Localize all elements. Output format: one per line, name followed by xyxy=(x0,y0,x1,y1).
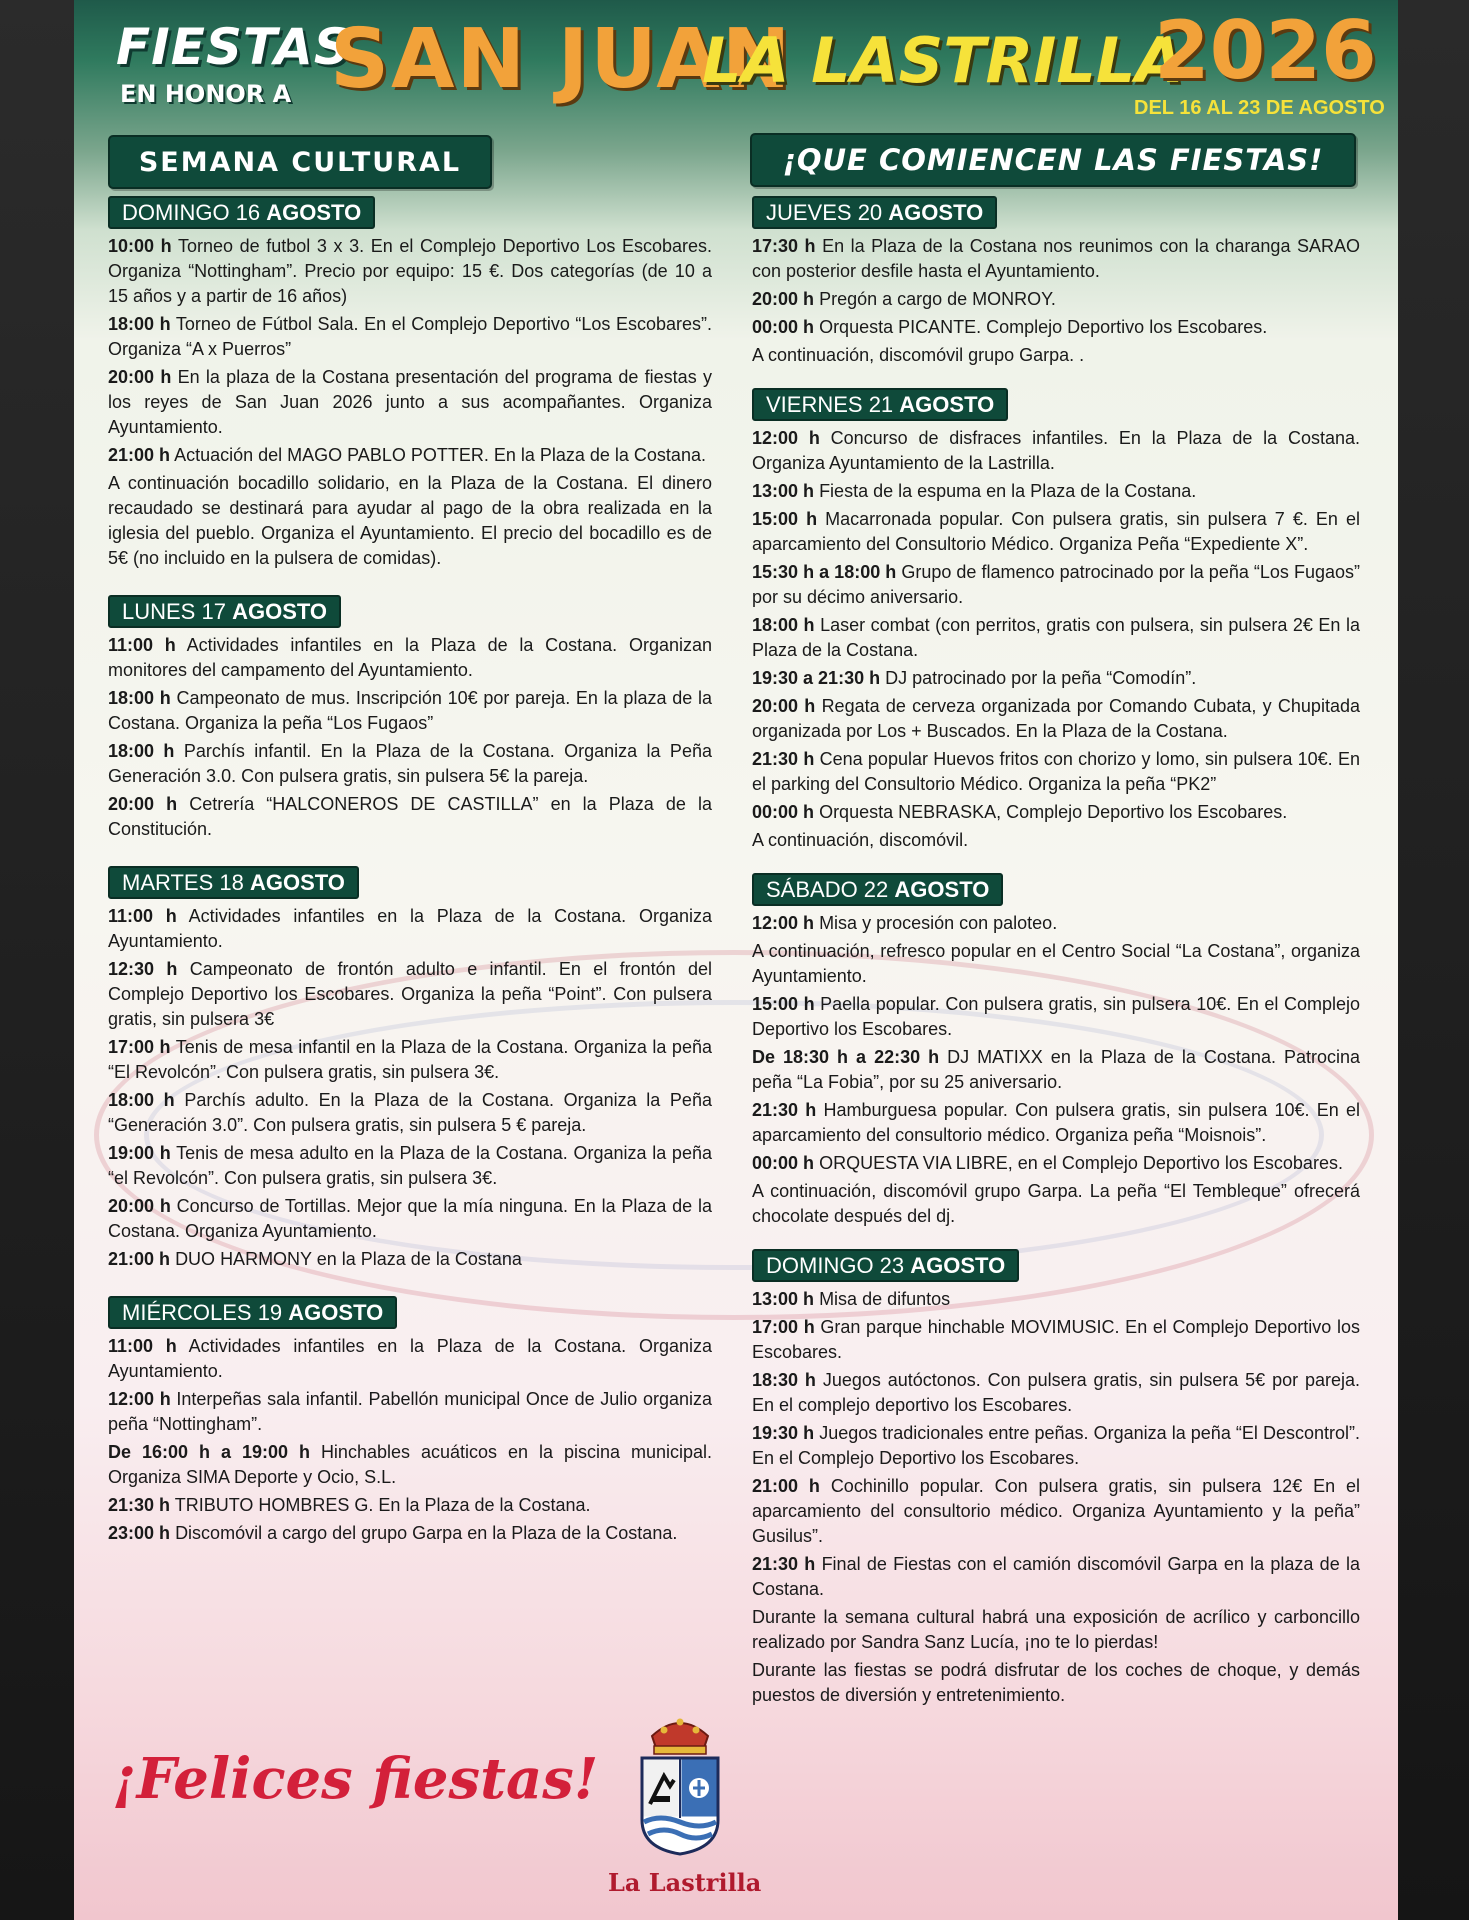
event-time: 17:30 h xyxy=(752,236,816,256)
event-item xyxy=(752,1151,1360,1176)
event-list xyxy=(752,911,1360,1229)
event-time: 21:30 h xyxy=(752,1100,817,1120)
event-text: DUO HARMONY en la Plaza de la Costana xyxy=(175,1249,522,1269)
day-month: AGOSTO xyxy=(910,1253,1006,1278)
day-section xyxy=(108,196,712,571)
event-list xyxy=(752,234,1360,368)
day-month: AGOSTO xyxy=(249,870,345,895)
event-item xyxy=(108,1194,712,1244)
event-text: Torneo de Fútbol Sala. En el Complejo Deportivo “Los Escobares”. Organiza “A x Puerros” xyxy=(108,314,712,359)
event-item xyxy=(108,1088,712,1138)
right-background-strip xyxy=(1398,0,1469,1920)
event-text: Hinchables acuáticos en la piscina municipal. Organiza SIMA Deporte y Ocio, S.L. xyxy=(108,1442,712,1487)
title-san-juan: SAN JUAN xyxy=(330,12,793,107)
day-month: AGOSTO xyxy=(899,392,995,417)
event-item xyxy=(752,1474,1360,1549)
event-time: 19:30 h xyxy=(752,1423,815,1443)
event-item xyxy=(108,1440,712,1490)
event-text: Gran parque hinchable MOVIMUSIC. En el Complejo Deportivo los Escobares. xyxy=(752,1317,1360,1362)
event-item xyxy=(752,1045,1360,1095)
event-text: Actividades infantiles en la Plaza de la Costana. Organiza Ayuntamiento. xyxy=(108,1336,712,1381)
event-item xyxy=(752,694,1360,744)
event-time: 20:00 h xyxy=(752,289,815,309)
event-text: Tenis de mesa adulto en la Plaza de la Costana. Organiza la peña “el Revolcón”. Con pulsera gratis, sin pulsera 3€. xyxy=(108,1143,712,1188)
day-name: DOMINGO 16 xyxy=(122,200,261,225)
event-text: Parchís adulto. En la Plaza de la Costana. Organiza la Peña “Generación 3.0”. Con pulsera gratis, sin pulsera 5 € pareja. xyxy=(108,1090,712,1135)
day-section xyxy=(752,388,1360,853)
event-text: Misa y procesión con paloteo. xyxy=(819,913,1058,933)
day-name: LUNES 17 xyxy=(122,599,226,624)
event-time: 18:30 h xyxy=(752,1370,816,1390)
event-time: 18:00 h xyxy=(108,688,171,708)
event-item xyxy=(752,1179,1360,1229)
event-time: 12:00 h xyxy=(752,428,820,448)
event-time: 11:00 h xyxy=(108,906,177,926)
day-label xyxy=(752,196,997,229)
event-list xyxy=(108,234,712,571)
day-label xyxy=(752,1249,1019,1282)
event-time: 11:00 h xyxy=(108,635,176,655)
event-list xyxy=(108,633,712,842)
event-item xyxy=(752,343,1360,368)
event-time: 00:00 h xyxy=(752,1153,815,1173)
event-list xyxy=(108,904,712,1272)
event-list xyxy=(752,426,1360,853)
day-section xyxy=(108,595,712,842)
day-name: SÁBADO 22 xyxy=(766,877,889,902)
event-text: Torneo de futbol 3 x 3. En el Complejo Deportivo Los Escobares. Organiza “Nottingham”. Precio por equipo: 15 €. Dos categorías (de 10 a 15 años y a partir de 16 años) xyxy=(108,236,712,306)
day-month: AGOSTO xyxy=(266,200,362,225)
banner-que-comiencen: ¡QUE COMIENCEN LAS FIESTAS! xyxy=(750,133,1356,187)
event-item xyxy=(108,957,712,1032)
event-time: 20:00 h xyxy=(108,1196,171,1216)
event-time: 21:00 h xyxy=(108,1249,171,1269)
event-item xyxy=(752,234,1360,284)
event-time: 12:00 h xyxy=(108,1389,171,1409)
event-text: A continuación, discomóvil grupo Garpa. . xyxy=(752,345,1085,365)
event-item xyxy=(752,426,1360,476)
day-label xyxy=(752,873,1003,906)
event-item xyxy=(752,666,1360,691)
event-time: 20:00 h xyxy=(108,794,178,814)
poster xyxy=(74,0,1398,1920)
event-text: Cetrería “HALCONEROS DE CASTILLA” en la Plaza de la Constitución. xyxy=(108,794,712,839)
event-text: DJ patrocinado por la peña “Comodín”. xyxy=(885,668,1197,688)
event-item xyxy=(752,939,1360,989)
event-item xyxy=(108,1521,712,1546)
coat-of-arms-icon xyxy=(630,1708,730,1858)
day-name: JUEVES 20 xyxy=(766,200,883,225)
right-column xyxy=(752,196,1360,1711)
event-time: De 18:30 h a 22:30 h xyxy=(752,1047,940,1067)
day-month: AGOSTO xyxy=(888,200,984,225)
event-text: Discomóvil a cargo del grupo Garpa en la Plaza de la Costana. xyxy=(175,1523,678,1543)
day-label xyxy=(108,595,341,628)
event-time: 20:00 h xyxy=(752,696,816,716)
event-item xyxy=(108,1334,712,1384)
event-item xyxy=(752,1315,1360,1365)
date-range: DEL 16 AL 23 DE AGOSTO xyxy=(1134,97,1385,119)
event-item xyxy=(108,792,712,842)
day-name: VIERNES 21 xyxy=(766,392,894,417)
event-item xyxy=(752,1368,1360,1418)
event-text: Cena popular Huevos fritos con chorizo y lomo, sin pulsera 10€. En el parking del Consultorio Médico. Organiza la peña “PK2” xyxy=(752,749,1360,794)
event-text: Concurso de Tortillas. Mejor que la mía ninguna. En la Plaza de la Costana. Organiza Ayuntamiento. xyxy=(108,1196,712,1241)
event-item xyxy=(108,739,712,789)
event-text: Concurso de disfraces infantiles. En la Plaza de la Costana. Organiza Ayuntamiento de la Lastrilla. xyxy=(752,428,1360,473)
event-text: Final de Fiestas con el camión discomóvil Garpa en la plaza de la Costana. xyxy=(752,1554,1360,1599)
event-item xyxy=(108,471,712,571)
event-text: Tenis de mesa infantil en la Plaza de la Costana. Organiza la peña “El Revolcón”. Con pulsera gratis, sin pulsera 3€. xyxy=(108,1037,712,1082)
event-time: 18:00 h xyxy=(108,1090,175,1110)
event-text: A continuación, refresco popular en el Centro Social “La Costana”, organiza Ayuntamiento. xyxy=(752,941,1360,986)
event-list xyxy=(752,1287,1360,1708)
event-text: En la Plaza de la Costana nos reunimos con la charanga SARAO con posterior desfile hasta el Ayuntamiento. xyxy=(752,236,1360,281)
title-fiestas: FIESTAS xyxy=(116,18,351,76)
day-name: MIÉRCOLES 19 xyxy=(122,1300,283,1325)
title-year: 2026 xyxy=(1154,4,1377,97)
event-text: A continuación, discomóvil grupo Garpa. La peña “El Tembleque” ofrecerá chocolate después del dj. xyxy=(752,1181,1360,1226)
event-item xyxy=(752,1605,1360,1655)
event-time: 17:00 h xyxy=(108,1037,171,1057)
event-item xyxy=(108,904,712,954)
event-time: 18:00 h xyxy=(108,314,171,334)
event-time: De 16:00 h a 19:00 h xyxy=(108,1442,310,1462)
event-item xyxy=(752,479,1360,504)
event-text: Grupo de flamenco patrocinado por la peña “Los Fugaos” por su décimo aniversario. xyxy=(752,562,1360,607)
event-item xyxy=(752,1552,1360,1602)
event-item xyxy=(108,1493,712,1518)
day-section xyxy=(108,866,712,1272)
event-time: 15:30 h a 18:00 h xyxy=(752,562,897,582)
event-text: Fiesta de la espuma en la Plaza de la Costana. xyxy=(819,481,1197,501)
event-text: Campeonato de mus. Inscripción 10€ por pareja. En la plaza de la Costana. Organiza la peña “Los Fugaos” xyxy=(108,688,712,733)
day-label xyxy=(108,866,359,899)
event-text: Actividades infantiles en la Plaza de la Costana. Organiza Ayuntamiento. xyxy=(108,906,712,951)
event-text: TRIBUTO HOMBRES G. En la Plaza de la Costana. xyxy=(174,1495,591,1515)
left-column xyxy=(108,196,712,1549)
event-item xyxy=(752,1421,1360,1471)
event-text: Macarronada popular. Con pulsera gratis, sin pulsera 7 €. En el aparcamiento del Consultorio Médico. Organiza Peña “Expediente X”. xyxy=(752,509,1360,554)
event-item xyxy=(108,1247,712,1272)
event-item xyxy=(752,1098,1360,1148)
event-item xyxy=(752,613,1360,663)
event-time: 12:00 h xyxy=(752,913,815,933)
event-time: 21:30 h xyxy=(752,749,815,769)
event-text: Actividades infantiles en la Plaza de la Costana. Organizan monitores del campamento del Ayuntamiento. xyxy=(108,635,712,680)
event-item xyxy=(108,1141,712,1191)
day-label xyxy=(752,388,1008,421)
day-name: MARTES 18 xyxy=(122,870,244,895)
day-section xyxy=(752,873,1360,1229)
event-text: Durante las fiestas se podrá disfrutar de los coches de choque, y demás puestos de diversión y entretenimiento. xyxy=(752,1660,1360,1705)
event-item xyxy=(752,560,1360,610)
event-time: 15:00 h xyxy=(752,509,818,529)
event-time: 17:00 h xyxy=(752,1317,815,1337)
event-item xyxy=(752,1287,1360,1312)
event-item xyxy=(752,800,1360,825)
event-time: 21:00 h xyxy=(108,445,171,465)
event-time: 23:00 h xyxy=(108,1523,171,1543)
event-item xyxy=(752,828,1360,853)
event-text: Pregón a cargo de MONROY. xyxy=(819,289,1056,309)
day-month: AGOSTO xyxy=(894,877,990,902)
event-text: Interpeñas sala infantil. Pabellón municipal Once de Julio organiza peña “Nottingham”. xyxy=(108,1389,712,1434)
event-text: Paella popular. Con pulsera gratis, sin pulsera 10€. En el Complejo Deportivo los Escobares. xyxy=(752,994,1360,1039)
event-item xyxy=(752,747,1360,797)
event-item xyxy=(752,1658,1360,1708)
title-la-lastrilla: LA LASTRILLA xyxy=(702,24,1184,97)
event-time: 15:00 h xyxy=(752,994,815,1014)
event-time: 00:00 h xyxy=(752,802,815,822)
event-item xyxy=(108,686,712,736)
event-item xyxy=(752,911,1360,936)
event-item xyxy=(108,234,712,309)
event-item xyxy=(108,312,712,362)
event-time: 00:00 h xyxy=(752,317,815,337)
event-time: 18:00 h xyxy=(108,741,175,761)
event-text: Parchís infantil. En la Plaza de la Costana. Organiza la Peña Generación 3.0. Con pulsera gratis, sin pulsera 5€ la pareja. xyxy=(108,741,712,786)
event-text: ORQUESTA VIA LIBRE, en el Complejo Deportivo los Escobares. xyxy=(819,1153,1343,1173)
header xyxy=(74,0,1398,130)
left-background-strip xyxy=(0,0,74,1920)
day-label xyxy=(108,1296,397,1329)
event-text: Campeonato de frontón adulto e infantil. En el frontón del Complejo Deportivo los Escobares. Organiza la peña “Point”. Con pulsera gratis, sin pulsera 3€ xyxy=(108,959,712,1029)
event-text: Misa de difuntos xyxy=(819,1289,951,1309)
event-item xyxy=(108,633,712,683)
event-item xyxy=(108,1387,712,1437)
event-item xyxy=(108,443,712,468)
event-item xyxy=(752,287,1360,312)
event-text: DJ MATIXX en la Plaza de la Costana. Patrocina peña “La Fobia”, por su 25 aniversario. xyxy=(752,1047,1360,1092)
event-time: 19:30 a 21:30 h xyxy=(752,668,881,688)
event-text: Juegos tradicionales entre peñas. Organiza la peña “El Descontrol”. En el Complejo Deportivo los Escobares. xyxy=(752,1423,1360,1468)
event-text: Orquesta NEBRASKA, Complejo Deportivo los Escobares. xyxy=(819,802,1288,822)
event-text: Durante la semana cultural habrá una exposición de acrílico y carboncillo realizado por Sandra Sanz Lucía, ¡no te lo pierdas! xyxy=(752,1607,1360,1652)
title-en-honor-a: EN HONOR A xyxy=(120,80,292,108)
event-time: 21:00 h xyxy=(752,1476,820,1496)
event-time: 10:00 h xyxy=(108,236,172,256)
event-item xyxy=(752,992,1360,1042)
event-text: Laser combat (con perritos, gratis con pulsera, sin pulsera 2€ En la Plaza de la Costana. xyxy=(752,615,1360,660)
event-time: 13:00 h xyxy=(752,481,815,501)
day-month: AGOSTO xyxy=(288,1300,384,1325)
event-time: 13:00 h xyxy=(752,1289,815,1309)
event-text: En la plaza de la Costana presentación del programa de fiestas y los reyes de San Juan 2026 junto a sus acompañantes. Organiza Ayuntamiento. xyxy=(108,367,712,437)
event-item xyxy=(752,507,1360,557)
day-month: AGOSTO xyxy=(232,599,328,624)
event-item xyxy=(108,1035,712,1085)
crest-label: La Lastrilla xyxy=(608,1868,762,1897)
event-time: 21:30 h xyxy=(752,1554,816,1574)
event-text: Regata de cerveza organizada por Comando Cubata, y Chupitada organizada por Los + Buscados. En la Plaza de la Costana. xyxy=(752,696,1360,741)
event-time: 18:00 h xyxy=(752,615,815,635)
event-text: Actuación del MAGO PABLO POTTER. En la Plaza de la Costana. xyxy=(174,445,706,465)
day-section xyxy=(752,1249,1360,1708)
event-time: 20:00 h xyxy=(108,367,172,387)
event-time: 12:30 h xyxy=(108,959,178,979)
event-text: Juegos autóctonos. Con pulsera gratis, sin pulsera 5€ por pareja. En el complejo deportivo los Escobares. xyxy=(752,1370,1360,1415)
event-text: A continuación bocadillo solidario, en la Plaza de la Costana. El dinero recaudado se destinará para ayudar al pago de la obra realizada en la iglesia del pueblo. Organiza el Ayuntamiento. El precio del bocadillo es de 5€ (no incluido en la pulsera de comidas). xyxy=(108,473,712,568)
event-item xyxy=(108,365,712,440)
event-text: Hamburguesa popular. Con pulsera gratis, sin pulsera 10€. En el aparcamiento del consultorio médico. Organiza peña “Moisnois”. xyxy=(752,1100,1360,1145)
event-item xyxy=(752,315,1360,340)
day-name: DOMINGO 23 xyxy=(766,1253,905,1278)
event-text: Cochinillo popular. Con pulsera gratis, sin pulsera 12€ En el aparcamiento del consultorio médico. Organiza Ayuntamiento y la peña” Gusilus”. xyxy=(752,1476,1360,1546)
banner-semana-cultural: SEMANA CULTURAL xyxy=(108,135,492,189)
event-list xyxy=(108,1334,712,1546)
event-time: 21:30 h xyxy=(108,1495,171,1515)
felices-fiestas-text: ¡Felices fiestas! xyxy=(112,1746,599,1812)
event-time: 19:00 h xyxy=(108,1143,171,1163)
event-time: 11:00 h xyxy=(108,1336,177,1356)
day-label xyxy=(108,196,375,229)
event-text: Orquesta PICANTE. Complejo Deportivo los Escobares. xyxy=(819,317,1268,337)
day-section xyxy=(752,196,1360,368)
day-section xyxy=(108,1296,712,1546)
event-text: A continuación, discomóvil. xyxy=(752,830,969,850)
